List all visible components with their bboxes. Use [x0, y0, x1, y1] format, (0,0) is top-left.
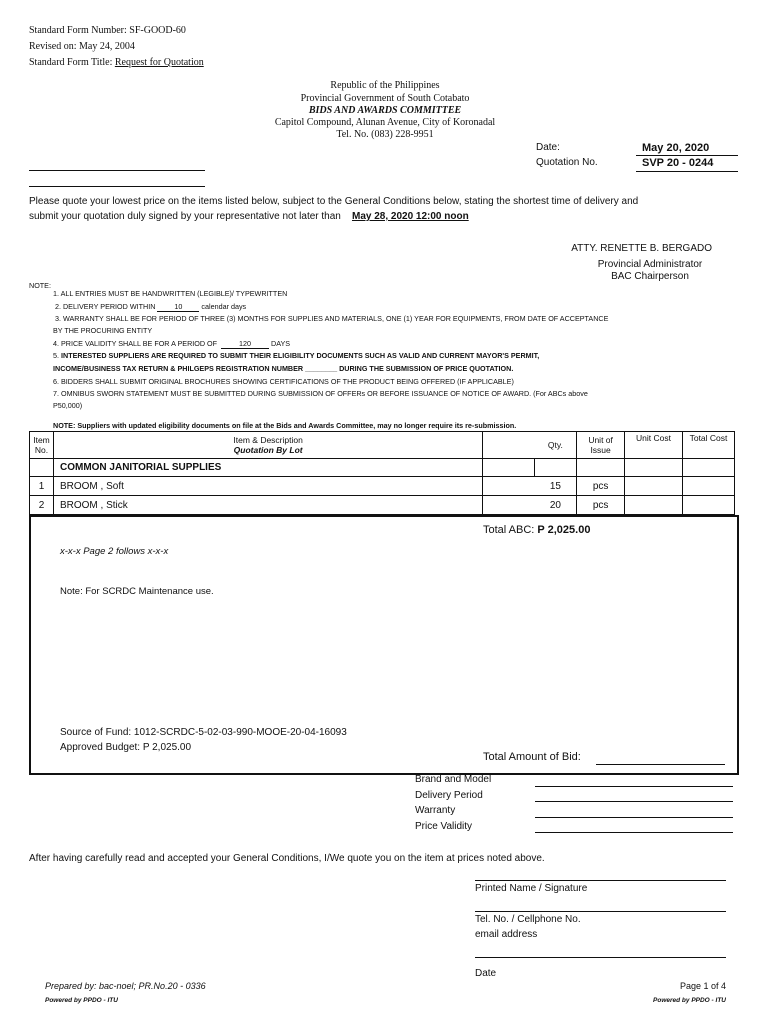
validity-field[interactable]: [535, 832, 733, 833]
row-2-unit-cost[interactable]: [625, 496, 683, 515]
group-cell-totalcost: [683, 459, 735, 477]
row-1-qty: 15: [535, 477, 577, 496]
intro-line-1: Please quote your lowest price on the items listed below, subject to the General Conditions below, stating the shortest time of delivery and: [29, 196, 639, 207]
header-item-no-1: Item: [33, 435, 50, 445]
row-2-unit: pcs: [577, 496, 625, 515]
items-table: [29, 431, 735, 515]
note-4-pre: 4. PRICE VALIDITY SHALL BE FOR A PERIOD OF: [53, 339, 218, 348]
table-header-row: [30, 432, 735, 459]
form-title-value: Request for Quotation: [114, 57, 204, 68]
note-4-value: 120: [221, 339, 269, 349]
header-item-no-2: No.: [34, 445, 49, 455]
group-cell-empty: [30, 459, 54, 477]
note-7b: P50,000): [53, 401, 83, 410]
powered-by-left: Powered by PPDO - ITU: [45, 997, 118, 1004]
note-5-num: 5.: [53, 351, 59, 360]
email-label: email address: [475, 929, 538, 940]
total-abc: [483, 524, 590, 536]
page-follows: x-x-x Page 2 follows x-x-x: [60, 546, 169, 557]
table-row: [30, 496, 735, 515]
note-3b: BY THE PROCURING ENTITY: [53, 326, 153, 335]
note-7a: 7. OMNIBUS SWORN STATEMENT MUST BE SUBMITTED DURING SUBMISSION OF OFFERs OR BEFORE ISSUANCE OF NOTICE OF AWARD. (For ABCs above: [53, 389, 588, 398]
total-abc-value: P 2,025.00: [537, 524, 591, 536]
form-title: [29, 57, 204, 68]
row-2-no: 2: [30, 496, 54, 515]
header-empty: [483, 432, 535, 459]
warranty-label: Warranty: [415, 805, 456, 816]
closing-statement: After having carefully read and accepted your General Conditions, I/We quote you on the item at prices noted above.: [29, 853, 545, 864]
header-unit-1: Unit of: [588, 435, 613, 445]
note-6: 6. BIDDERS SHALL SUBMIT ORIGINAL BROCHURES SHOWING CERTIFICATIONS OF THE PRODUCT BEING OFFERED (IF APPLICABLE): [53, 377, 514, 386]
row-1-total-cost[interactable]: [683, 477, 735, 496]
row-1-desc: BROOM , Soft: [53, 477, 482, 496]
approved-budget: Approved Budget: P 2,025.00: [60, 742, 192, 753]
deadline: May 28, 2020 12:00 noon: [351, 211, 469, 222]
date-line[interactable]: [475, 957, 726, 958]
tel-label: Tel. No. / Cellphone No.: [475, 914, 581, 925]
tel-line[interactable]: [475, 911, 726, 912]
agency-line-2: Provincial Government of South Cotabato: [300, 93, 470, 104]
row-2-qty: 20: [535, 496, 577, 515]
intro-line-2: [29, 211, 469, 222]
quotation-value: SVP 20 - 0244: [642, 157, 714, 169]
form-title-prefix: Standard Form Title:: [29, 57, 115, 68]
note-4: [53, 339, 290, 349]
header-total-cost: Total Cost: [683, 432, 735, 459]
header-desc-1: Item & Description: [233, 435, 303, 445]
signatory-name: ATTY. RENETTE B. BERGADO: [571, 243, 712, 254]
signatory-position-2: BAC Chairperson: [611, 271, 689, 282]
powered-by-right: Powered by PPDO - ITU: [653, 997, 726, 1004]
source-of-fund: Source of Fund: 1012-SCRDC-5-02-03-990-MOOE-20-04-16093: [60, 727, 347, 738]
note-2: [55, 302, 246, 312]
sign-date-label: Date: [475, 968, 497, 979]
page-number: Page 1 of 4: [679, 981, 726, 991]
group-cell-unit: [577, 459, 625, 477]
header-unit-2: Issue: [590, 445, 611, 455]
note-2-pre: 2. DELIVERY PERIOD WITHIN: [55, 302, 156, 311]
date-value: May 20, 2020: [642, 142, 710, 154]
row-1-unit: pcs: [577, 477, 625, 496]
note-5b: INCOME/BUSINESS TAX RETURN & PHILGEPS REGISTRATION NUMBER ________ DURING THE SUBMISSION OF PRICE QUOTATION.: [53, 364, 514, 373]
signatory-position-1: Provincial Administrator: [597, 259, 703, 270]
agency-line-3: BIDS AND AWARDS COMMITTEE: [308, 105, 462, 116]
total-abc-label: Total ABC:: [483, 524, 535, 536]
row-2-total-cost[interactable]: [683, 496, 735, 515]
note-2-post: calendar days: [201, 302, 247, 311]
date-label: Date:: [536, 142, 560, 153]
header-qty: Qty.: [535, 432, 577, 459]
note-5a: [53, 351, 539, 360]
agency-line-1: Republic of the Philippines: [330, 80, 440, 91]
warranty-field[interactable]: [535, 817, 733, 818]
header-description: [53, 432, 482, 459]
row-1-unit-cost[interactable]: [625, 477, 683, 496]
printed-name-line[interactable]: [475, 880, 726, 881]
delivery-field[interactable]: [535, 801, 733, 802]
total-bid-label: Total Amount of Bid:: [483, 751, 581, 763]
brand-field[interactable]: [535, 786, 733, 787]
printed-name-label: Printed Name / Signature: [475, 883, 588, 894]
delivery-label: Delivery Period: [415, 790, 483, 801]
note-1: 1. ALL ENTRIES MUST BE HANDWRITTEN (LEGIBLE)/ TYPEWRITTEN: [53, 289, 288, 298]
maintenance-note: Note: For SCRDC Maintenance use.: [60, 586, 214, 597]
header-desc-2: Quotation By Lot: [233, 445, 303, 455]
supplier-name-line[interactable]: [29, 170, 205, 171]
row-2-pad: [483, 496, 535, 515]
note-5a-text: INTERESTED SUPPLIERS ARE REQUIRED TO SUBMIT THEIR ELIGIBILITY DOCUMENTS SUCH AS VALID AND CURRENT MAYOR'S PERMIT,: [61, 351, 540, 360]
quotation-label: Quotation No.: [536, 157, 598, 168]
row-1-pad: [483, 477, 535, 496]
group-cell-qty-pad: [483, 459, 535, 477]
revised-date: Revised on: May 24, 2004: [29, 41, 135, 52]
row-1-no: 1: [30, 477, 54, 496]
total-bid-field[interactable]: [596, 764, 725, 765]
group-cell-qty: [535, 459, 577, 477]
header-unit: [577, 432, 625, 459]
agency-line-4: Capitol Compound, Alunan Avenue, City of Koronadal: [274, 117, 496, 128]
group-row: [30, 459, 735, 477]
note-2-value: 10: [157, 302, 199, 312]
table-row: [30, 477, 735, 496]
agency-line-5: Tel. No. (083) 228-9951: [336, 129, 434, 140]
row-2-desc: BROOM , Stick: [53, 496, 482, 515]
group-title: COMMON JANITORIAL SUPPLIES: [53, 459, 482, 477]
form-number: Standard Form Number: SF-GOOD-60: [29, 25, 186, 36]
validity-label: Price Validity: [415, 821, 473, 832]
note-label: NOTE:: [29, 281, 51, 290]
group-cell-unitcost: [625, 459, 683, 477]
note-4-post: DAYS: [271, 339, 291, 348]
intro-line-2-text: submit your quotation duly signed by your representative not later than: [29, 211, 341, 222]
brand-label: Brand and Model: [415, 774, 492, 785]
header-unit-cost: Unit Cost: [625, 432, 683, 459]
supplier-address-line[interactable]: [29, 186, 205, 187]
header-item-no: [30, 432, 54, 459]
bold-note: NOTE: Suppliers with updated eligibility documents on file at the Bids and Awards Committee, may no longer require its re-submission.: [53, 421, 517, 430]
prepared-by: Prepared by: bac-noel; PR.No.20 - 0336: [45, 981, 206, 991]
note-3a: 3. WARRANTY SHALL BE FOR PERIOD OF THREE (3) MONTHS FOR SUPPLIES AND MATERIALS, ONE (1) YEAR FOR EQUIPMENTS, FROM DATE OF ACCEPTANCE: [55, 314, 609, 323]
